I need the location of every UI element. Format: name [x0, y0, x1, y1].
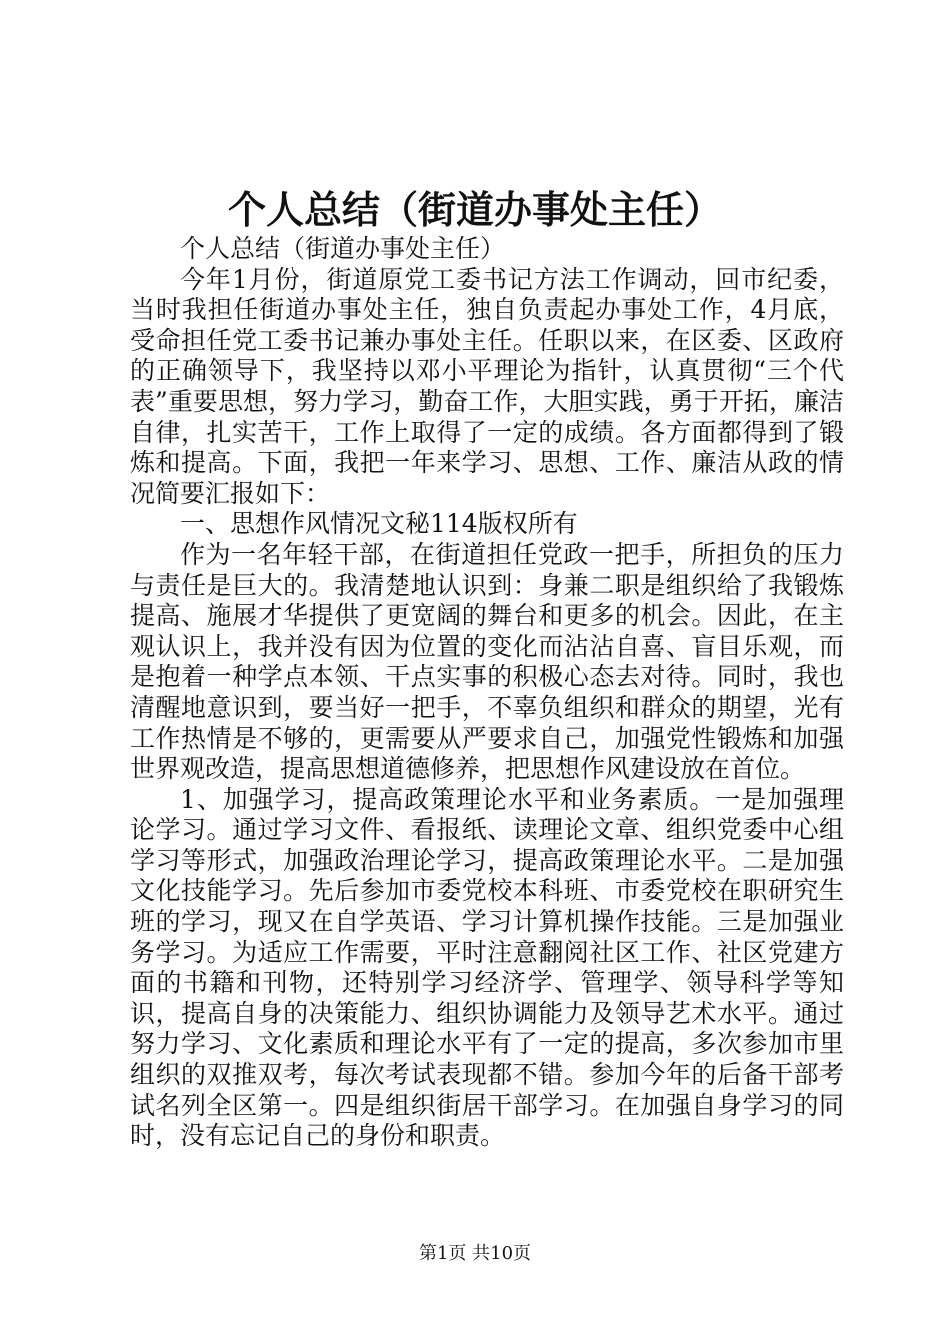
document-title: 个人总结（街道办事处主任）: [227, 187, 722, 232]
paragraph-thought-style: 作为一名年轻干部，在街道担任党政一把手，所担负的压力与责任是巨大的。我清楚地认识到：身兼二职是组织给了我锻炼提高、施展才华提供了更宽阔的舞台和更多的机会。因此，在主观认识上，我并没有因为位置的变化而沾沾自喜、盲目乐观，而是抱着一种学点本领、干点实事的积极心态去对待。同时，我也清醒地意识到，要当好一把手，不辜负组织和群众的期望，光有工作热情是不够的，更需要从严要求自己，加强党性锻炼和加强世界观改造，提高思想道德修养，把思想作风建设放在首位。: [130, 539, 844, 784]
document-body: [130, 234, 844, 1152]
page-number-footer: 第1页 共10页: [418, 1243, 532, 1264]
paragraph-study: 1、加强学习，提高政策理论水平和业务素质。一是加强理论学习。通过学习文件、看报纸、读理论文章、组织党委中心组学习等形式，加强政治理论学习，提高政策理论水平。二是加强文化技能学习。先后参加市委党校本科班、市委党校在职研究生班的学习，现又在自学英语、学习计算机操作技能。三是加强业务学习。为适应工作需要，平时注意翻阅社区工作、社区党建方面的书籍和刊物，还特别学习经济学、管理学、领导科学等知识，提高自身的决策能力、组织协调能力及领导艺术水平。通过努力学习、文化素质和理论水平有了一定的提高，多次参加市里组织的双推双考，每次考试表现都不错。参加今年的后备干部考试名列全区第一。四是组织街居干部学习。在加强自身学习的同时，没有忘记自己的身份和职责。: [130, 784, 844, 1151]
paragraph-intro: 今年1月份，街道原党工委书记方法工作调动，回市纪委，当时我担任街道办事处主任，独自负责起办事处工作，4月底，受命担任党工委书记兼办事处主任。任职以来，在区委、区政府的正确领导下，我坚持以邓小平理论为指针，认真贯彻“三个代表”重要思想，努力学习，勤奋工作，大胆实践，勇于开拓，廉洁自律，扎实苦干，工作上取得了一定的成绩。各方面都得到了锻炼和提高。下面，我把一年来学习、思想、工作、廉洁从政的情况简要汇报如下：: [130, 264, 844, 508]
paragraph-subtitle: 个人总结（街道办事处主任）: [180, 234, 506, 263]
section-heading: 一、思想作风情况文秘114版权所有: [180, 509, 578, 539]
